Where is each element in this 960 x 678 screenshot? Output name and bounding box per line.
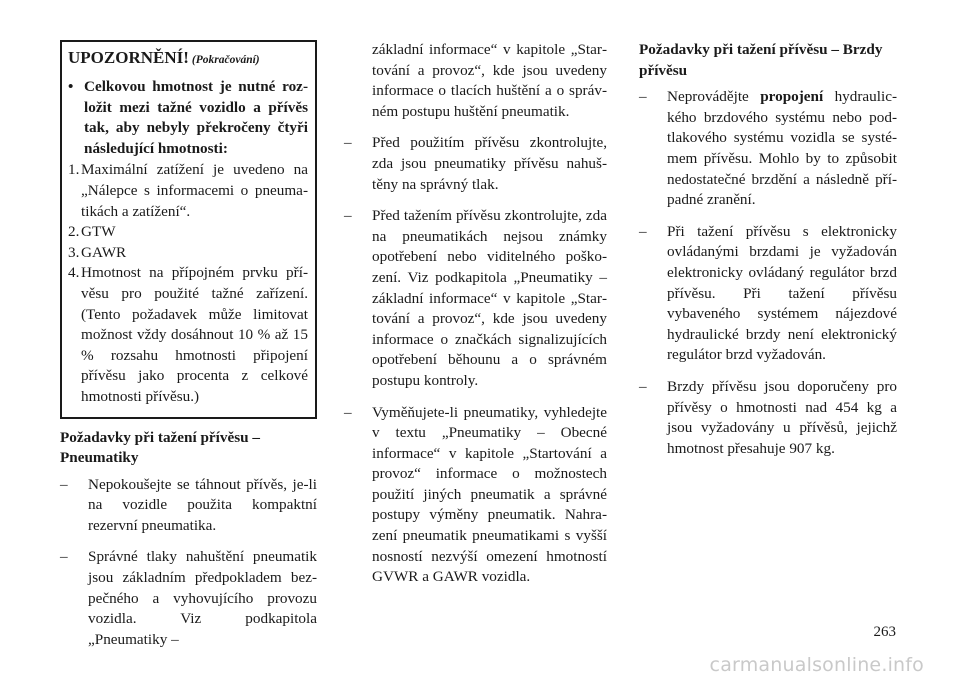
- item-text: Vyměňujete-li pneumatiky, vyhledejte v textu „Pneumatiky – Obecné informace“ v kapitole „Startování a provoz“ informace o možnostech použití jiných pneumatik a správné postupy výměny pneumatik. Nahrazení pneumatik pneumatikami s vyšší nosností nezvýší omezení hmotností GVWR a GAWR vozidla.: [372, 403, 607, 586]
- dash-marker: –: [344, 134, 352, 152]
- item-text: základní informace“ v kapitole „Startování a provoz“, kde jsou uvedeny informace o tlacích huštění a o správném postupu huštění pneumatik.: [372, 41, 607, 120]
- dash-marker: –: [639, 88, 647, 106]
- tires-item-5: [344, 403, 607, 588]
- dash-marker: –: [344, 403, 352, 421]
- tires-item-4: [344, 206, 607, 391]
- page-number: 263: [873, 624, 896, 640]
- item-text-bold: propojení: [760, 88, 824, 106]
- warning-item-2: [68, 222, 308, 243]
- warning-bullet: [68, 77, 308, 159]
- dash-marker: –: [344, 207, 352, 225]
- column-right: [639, 40, 897, 470]
- warning-item-4: [68, 263, 308, 407]
- item-marker: 1.: [68, 161, 80, 179]
- item-text-after: hydraulického brzdového systému nebo podtlakového systému vozidla se systémem přívěsu. Mohlo by to způsobit nedostatečné brzdění a následně případné zranění.: [667, 88, 897, 209]
- item-text-before: Neprovádějte: [667, 88, 749, 106]
- watermark[interactable]: carmanualsonline.info: [709, 654, 924, 676]
- bullet-marker: •: [68, 78, 74, 95]
- item-marker: 3.: [68, 243, 80, 261]
- column-middle: [344, 40, 607, 599]
- item-text: GTW: [81, 223, 116, 241]
- item-text: Nepokoušejte se táhnout přívěs, je-li na vozidle použita kompaktní rezervní pneumatika.: [88, 475, 317, 534]
- tires-item-3: [344, 133, 607, 195]
- warning-title-text: UPOZORNĚNÍ!: [68, 48, 189, 67]
- tires-item-1: [60, 475, 317, 537]
- dash-marker: –: [639, 377, 647, 395]
- item-text: Hmotnost na přípojném prvku přívěsu pro použité tažné zařízení. (Tento požadavek může limitovat možnost vždy dosáhnout 10 % až 15 % rozsahu hmotnosti připojení přívěsu jako procenta z celkové hmotnosti přívěsu.): [81, 264, 308, 405]
- warning-continued: (Pokračování): [191, 54, 260, 66]
- warning-bullet-text: Celkovou hmotnost je nutné rozložit mezi tažné vozidlo a přívěs tak, aby nebyly překročeny čtyři následující hmotnosti:: [84, 78, 308, 157]
- tires-item-2: [60, 547, 317, 650]
- brakes-item-2: [639, 222, 897, 366]
- warning-title: [68, 47, 308, 71]
- tires-heading: Požadavky při tažení přívěsu – Pneumatiky: [60, 428, 260, 467]
- dash-marker: –: [60, 548, 68, 566]
- dash-marker: –: [60, 475, 68, 493]
- warning-item-3: [68, 243, 308, 264]
- item-text: Před tažením přívěsu zkontrolujte, zda na pneumatikách nejsou známky opotřebení nebo viditelného poškození. Viz podkapitola „Pneumatiky – základní informace“ v kapitole „Startování a provoz“, kde jsou uvedeny informace o značkách signalizujících opotřebení běhounu a o správném postupu kontroly.: [372, 207, 607, 389]
- warning-item-1: [68, 160, 308, 222]
- tires-item-2-continued: [344, 40, 607, 122]
- dash-marker: –: [639, 222, 647, 240]
- brakes-heading: Požadavky při tažení přívěsu – Brzdy přívěsu: [639, 41, 883, 79]
- item-text: Správné tlaky nahuštění pneumatik jsou základním předpokladem bezpečného a vyhovujícího provozu vozidla. Viz podkapitola „Pneumatiky –: [88, 548, 317, 648]
- item-text: Před použitím přívěsu zkontrolujte, zda jsou pneumatiky přívěsu nahuštěny na správný tlak.: [372, 134, 607, 193]
- warning-box: [60, 40, 317, 419]
- item-marker: 4.: [68, 264, 80, 282]
- item-text: Při tažení přívěsu s elektronicky ovládanými brzdami je vyžadován elektronicky ovládaný regulátor brzd přívěsu. Při tažení přívěsu vybaveného systémem nájezdové hydraulické brzdy není elektronický regulátor brzd vyžadován.: [667, 222, 897, 364]
- item-text: Brzdy přívěsu jsou doporučeny pro přívěsy o hmotnosti nad 454 kg a jsou vyžadovány u přívěsů, jejichž hmotnost přesahuje 907 kg.: [667, 377, 897, 457]
- item-text: GAWR: [81, 243, 127, 261]
- column-left: [60, 40, 317, 661]
- brakes-item-3: [639, 377, 897, 459]
- item-marker: 2.: [68, 223, 80, 241]
- item-text: Maximální zatížení je uvedeno na „Nálepce s informacemi o pneumatikách a zatížení“.: [81, 161, 308, 220]
- brakes-item-1: [639, 87, 897, 211]
